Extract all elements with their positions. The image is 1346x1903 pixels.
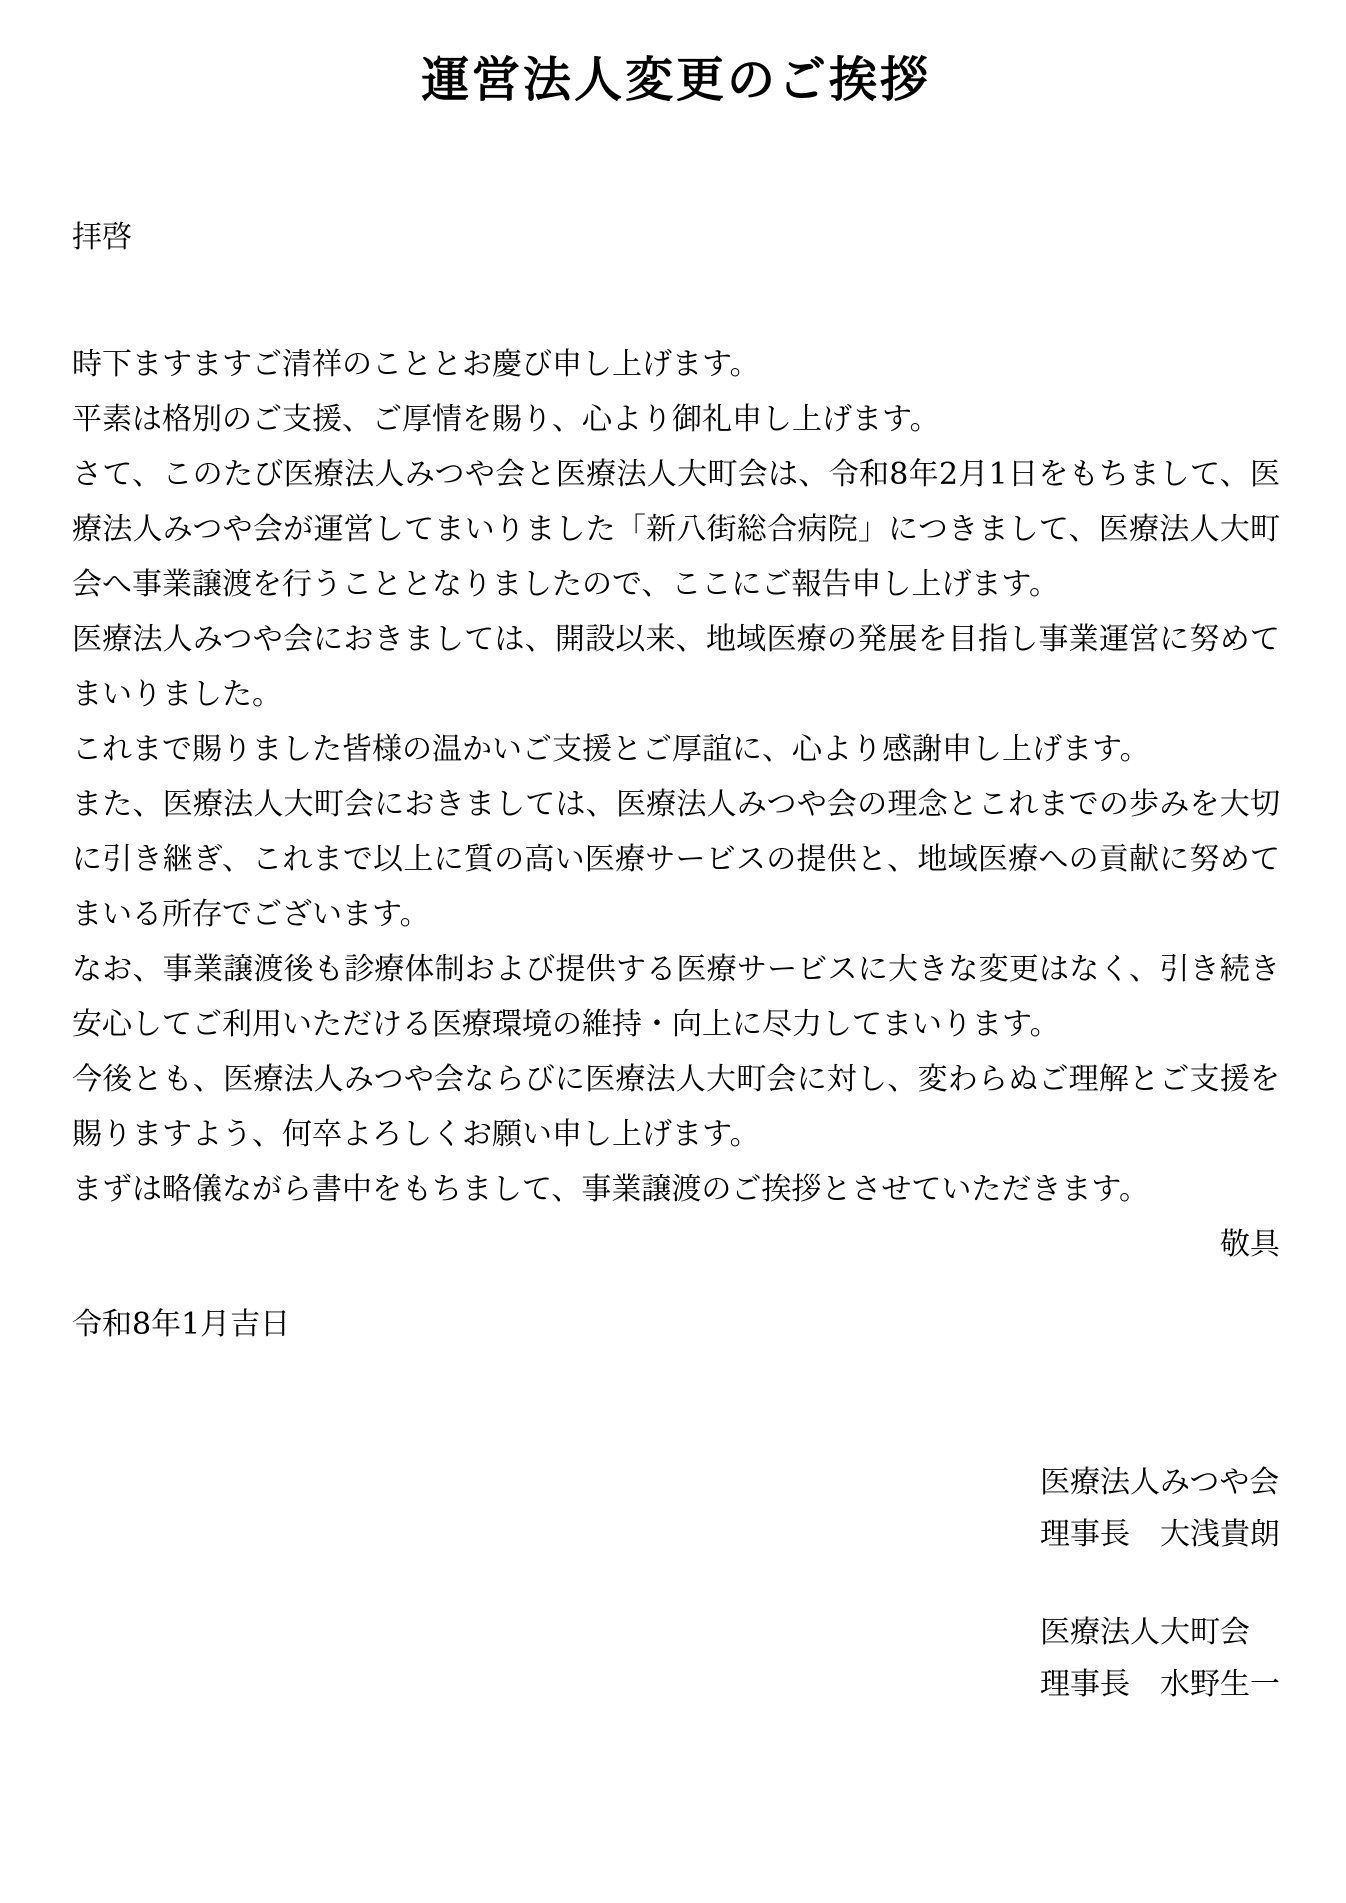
body-paragraph: 医療法人みつや会におきましては、開設以来、地域医療の発展を目指し事業運営に努めてまいりました。 xyxy=(72,622,1280,712)
body-paragraph: なお、事業譲渡後も診療体制および提供する医療サービスに大きな変更はなく、引き続き安心してご利用いただける医療環境の維持・向上に尽力してまいります。 xyxy=(72,952,1280,1042)
body-paragraph: 平素は格別のご支援、ご厚情を賜り、心より御礼申し上げます。 xyxy=(72,402,940,437)
body-paragraph: これまで賜りました皆様の温かいご支援とご厚誼に、心より感謝申し上げます。 xyxy=(72,732,1150,767)
salutation: 拝啓 xyxy=(72,220,132,255)
organization-name: 医療法人みつや会 xyxy=(1040,1465,1280,1500)
letter-body xyxy=(72,337,1280,1217)
page-title: 運営法人変更のご挨拶 xyxy=(420,52,931,108)
organization-name: 医療法人大町会 xyxy=(1040,1615,1250,1650)
closing-word: 敬具 xyxy=(1220,1227,1280,1262)
president-name: 理事長 水野生一 xyxy=(1040,1667,1280,1702)
body-paragraph: 今後とも、医療法人みつや会ならびに医療法人大町会に対し、変わらぬご理解とご支援を賜りますよう、何卒よろしくお願い申し上げます。 xyxy=(72,1062,1280,1152)
body-paragraph: 時下ますますご清祥のこととお慶び申し上げます。 xyxy=(72,347,760,382)
signature-area xyxy=(1040,1457,1280,1711)
signature-block-mitsuya xyxy=(1040,1457,1280,1561)
body-paragraph: さて、このたび医療法人みつや会と医療法人大町会は、令和8年2月1日をもちまして、医療法人みつや会が運営してまいりました「新八街総合病院」につきまして、医療法人大町会へ事業譲渡を行うこととなりましたので、ここにご報告申し上げます。 xyxy=(72,457,1280,602)
body-paragraph: まずは略儀ながら書中をもちまして、事業譲渡のご挨拶とさせていただきます。 xyxy=(72,1172,1149,1207)
president-name: 理事長 大浅貴朗 xyxy=(1040,1517,1280,1552)
date-line: 令和8年1月吉日 xyxy=(72,1307,291,1342)
signature-block-omachi xyxy=(1040,1607,1280,1711)
body-paragraph: また、医療法人大町会におきましては、医療法人みつや会の理念とこれまでの歩みを大切に引き継ぎ、これまで以上に質の高い医療サービスの提供と、地域医療への貢献に努めてまいる所存でございます。 xyxy=(72,787,1280,932)
